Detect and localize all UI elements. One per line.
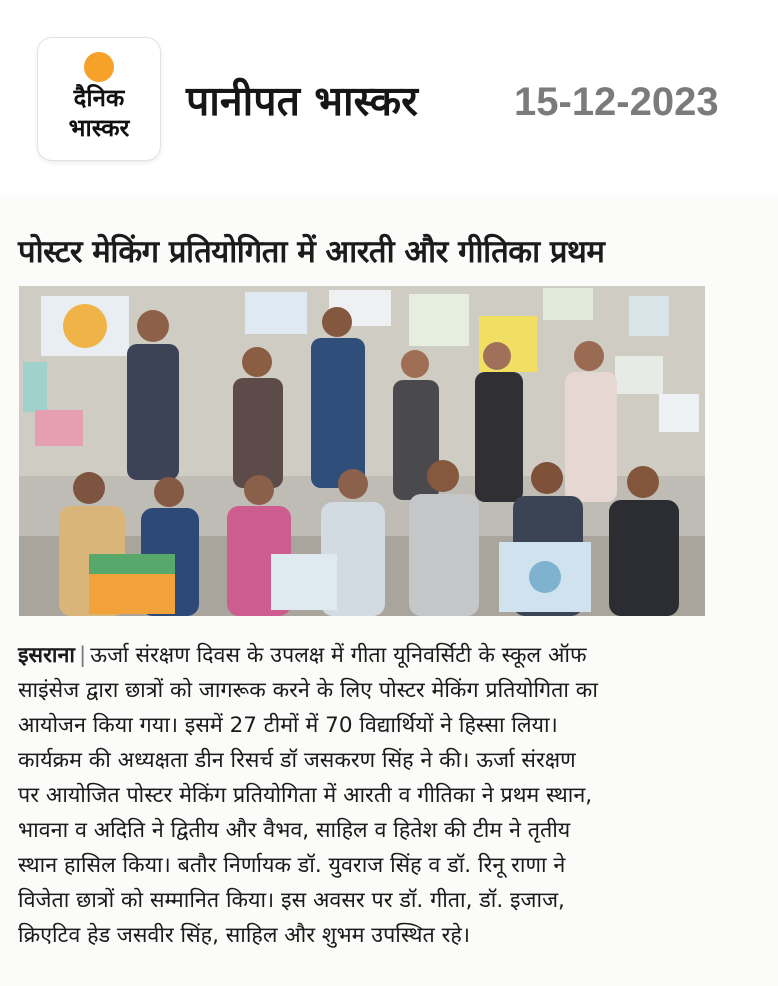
logo-text-line1: दैनिक bbox=[73, 84, 125, 112]
article-line: क्रिएटिव हेड जसवीर सिंह, साहिल और शुभम उपस्थित रहे। bbox=[18, 923, 470, 948]
publication-date: 15-12-2023 bbox=[514, 80, 719, 124]
article-line: भावना व अदिति ने द्वितीय और वैभव, साहिल व हितेश की टीम ने तृतीय bbox=[18, 818, 571, 843]
article-line: आयोजन किया गया। इसमें 27 टीमों में 70 विद्यार्थियों ने हिस्सा लिया। bbox=[18, 713, 558, 738]
article-headline: पोस्टर मेकिंग प्रतियोगिता में आरती और गीतिका प्रथम bbox=[18, 234, 605, 270]
article-body bbox=[18, 638, 718, 953]
dateline: इसराना bbox=[18, 643, 75, 668]
edition-name: पानीपत भास्कर bbox=[186, 77, 418, 125]
article-line: कार्यक्रम की अध्यक्षता डीन रिसर्च डॉ जसकरण सिंह ने की। ऊर्जा संरक्षण bbox=[18, 748, 576, 773]
article-line: विजेता छात्रों को सम्मानित किया। इस अवसर पर डॉ. गीता, डॉ. इजाज, bbox=[18, 888, 565, 913]
dateline-separator: | bbox=[78, 643, 87, 668]
article-line-text: ऊर्जा संरक्षण दिवस के उपलक्ष में गीता यूनिवर्सिटी के स्कूल ऑफ bbox=[90, 643, 587, 668]
dainik-bhaskar-logo bbox=[38, 38, 160, 160]
sun-icon bbox=[84, 52, 114, 82]
article-line: स्थान हासिल किया। बतौर निर्णायक डॉ. युवराज सिंह व डॉ. रिनू राणा ने bbox=[18, 853, 566, 878]
logo-text-line2: भास्कर bbox=[68, 114, 130, 142]
article-line: साइंसेज द्वारा छात्रों को जागरूक करने के लिए पोस्टर मेकिंग प्रतियोगिता का bbox=[18, 678, 598, 703]
article-line bbox=[18, 638, 718, 673]
article-line: पर आयोजित पोस्टर मेकिंग प्रतियोगिता में आरती व गीतिका ने प्रथम स्थान, bbox=[18, 783, 593, 808]
group-photo bbox=[19, 286, 705, 616]
masthead bbox=[0, 0, 778, 190]
